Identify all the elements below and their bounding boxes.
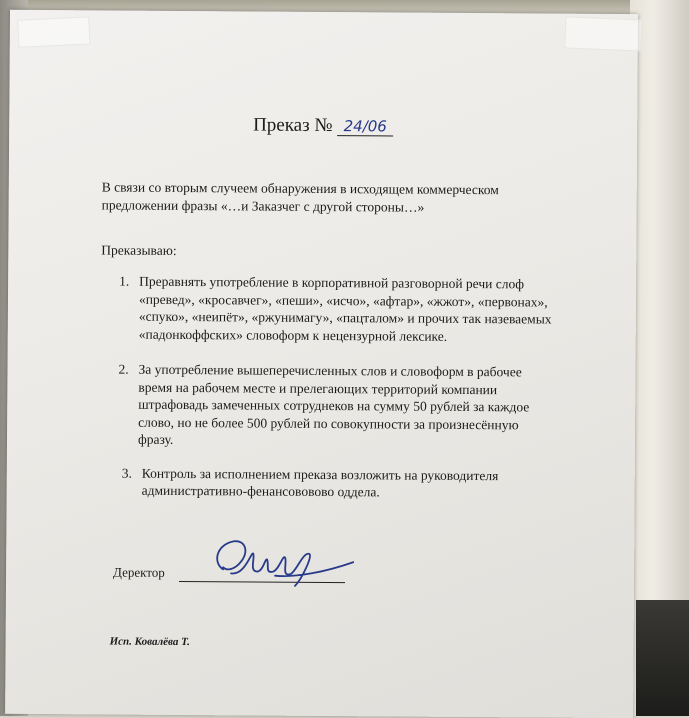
decree-item	[122, 464, 588, 502]
executor-note: Исп. Ковалёва Т.	[109, 635, 190, 649]
item-line: штрафовадь замеченных сотруднеков на сумму 50 рублей за каждое	[138, 396, 530, 415]
document-sheet	[5, 10, 638, 718]
item-number: 1.	[119, 273, 130, 289]
signature-block	[113, 551, 433, 593]
item-number: 3.	[121, 465, 132, 481]
document-content	[5, 10, 638, 718]
item-line: «спуко», «неипёт», «ржунимагу», «пацталом» и прочих так назеваемых	[138, 308, 552, 327]
intro-line: предложении фразы «…и Заказчег с другой стороны…»	[101, 197, 425, 215]
item-line: Контроль за исполнением преказа возложить на руководителя	[141, 465, 499, 483]
handwritten-signature	[205, 531, 355, 594]
item-number: 2.	[118, 361, 129, 377]
item-line: За употребление вышеперечисленных слов и словоформ в рабочее	[138, 361, 522, 380]
document-title	[9, 113, 637, 139]
item-line: слово, но не более 500 рублей по совокупности за произнесённую	[138, 414, 519, 432]
item-line: фразу.	[137, 431, 174, 447]
item-line: «падонкоффских» словоформ к нецензурной лексике.	[138, 326, 448, 344]
item-line: время на рабочем месте и прелегающих территорий компании	[138, 379, 498, 397]
item-line: «превед», «кросавчег», «пеши», «исчо», «афтар», «жжот», «первонах»,	[138, 291, 548, 310]
decree-item	[118, 361, 589, 452]
item-line: административно-фенансововово оддела.	[141, 482, 380, 500]
decree-label: Преказываю:	[101, 242, 177, 258]
item-line: Преравнять употребление в корпоративной разговорной речи слоф	[139, 273, 525, 292]
decree-item	[119, 273, 589, 346]
dark-corner	[636, 600, 689, 716]
decree-items	[118, 273, 590, 503]
order-number: 24/06	[337, 117, 393, 136]
title-prefix: Преказ №	[253, 114, 333, 137]
director-label: Деректор	[113, 564, 165, 580]
intro-paragraph	[102, 178, 572, 217]
intro-line: В связи со вторым случеем обнаружения в исходящем коммерческом	[101, 179, 499, 198]
